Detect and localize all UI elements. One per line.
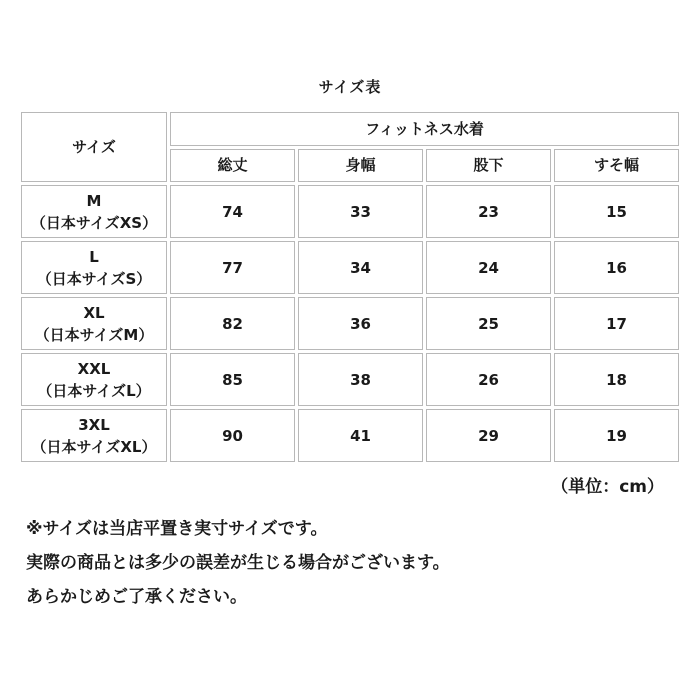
table-cell: 77 (170, 241, 295, 294)
notes (26, 512, 450, 614)
unit-note: （単位：cm） (551, 477, 664, 497)
table-cell: 33 (298, 185, 423, 238)
table-cell: 90 (170, 409, 295, 462)
table-cell: 19 (554, 409, 679, 462)
jp-size: （日本サイズXL） (31, 437, 157, 456)
jp-size: （日本サイズS） (36, 269, 152, 288)
size-name: XL (83, 303, 105, 322)
jp-size: （日本サイズL） (37, 381, 151, 400)
table-row (21, 185, 679, 238)
table-cell: 23 (426, 185, 551, 238)
table-cell: 26 (426, 353, 551, 406)
size-label (21, 185, 167, 238)
table-cell: 18 (554, 353, 679, 406)
size-label (21, 409, 167, 462)
jp-size: （日本サイズXS） (30, 213, 158, 232)
table-row (21, 409, 679, 462)
table-cell: 34 (298, 241, 423, 294)
size-label (21, 297, 167, 350)
size-name: 3XL (78, 415, 110, 434)
column-header-width: 身幅 (298, 149, 423, 183)
table-cell: 16 (554, 241, 679, 294)
table-row (21, 241, 679, 294)
header-row (21, 112, 679, 146)
size-table (18, 109, 682, 465)
size-label (21, 241, 167, 294)
table-row (21, 297, 679, 350)
size-name: L (89, 247, 99, 266)
table-cell: 38 (298, 353, 423, 406)
column-header-hem-width: すそ幅 (554, 149, 679, 183)
table-cell: 74 (170, 185, 295, 238)
note-line: ※サイズは当店平置き実寸サイズです。 (26, 519, 328, 539)
size-name: XXL (77, 359, 111, 378)
jp-size: （日本サイズM） (34, 325, 154, 344)
table-cell: 24 (426, 241, 551, 294)
column-header-length: 総丈 (170, 149, 295, 183)
table-cell: 17 (554, 297, 679, 350)
table-cell: 82 (170, 297, 295, 350)
group-header: フィットネス水着 (170, 112, 679, 146)
size-name: M (86, 191, 102, 210)
note-line: 実際の商品とは多少の誤差が生じる場合がございます。 (26, 553, 450, 573)
size-label (21, 353, 167, 406)
size-column-header: サイズ (21, 112, 167, 182)
table-cell: 29 (426, 409, 551, 462)
table-row (21, 353, 679, 406)
note-line: あらかじめご了承ください。 (26, 587, 247, 607)
table-cell: 36 (298, 297, 423, 350)
column-header-inseam: 股下 (426, 149, 551, 183)
table-title: サイズ表 (318, 78, 382, 96)
table-cell: 41 (298, 409, 423, 462)
table-cell: 25 (426, 297, 551, 350)
table-cell: 85 (170, 353, 295, 406)
table-cell: 15 (554, 185, 679, 238)
